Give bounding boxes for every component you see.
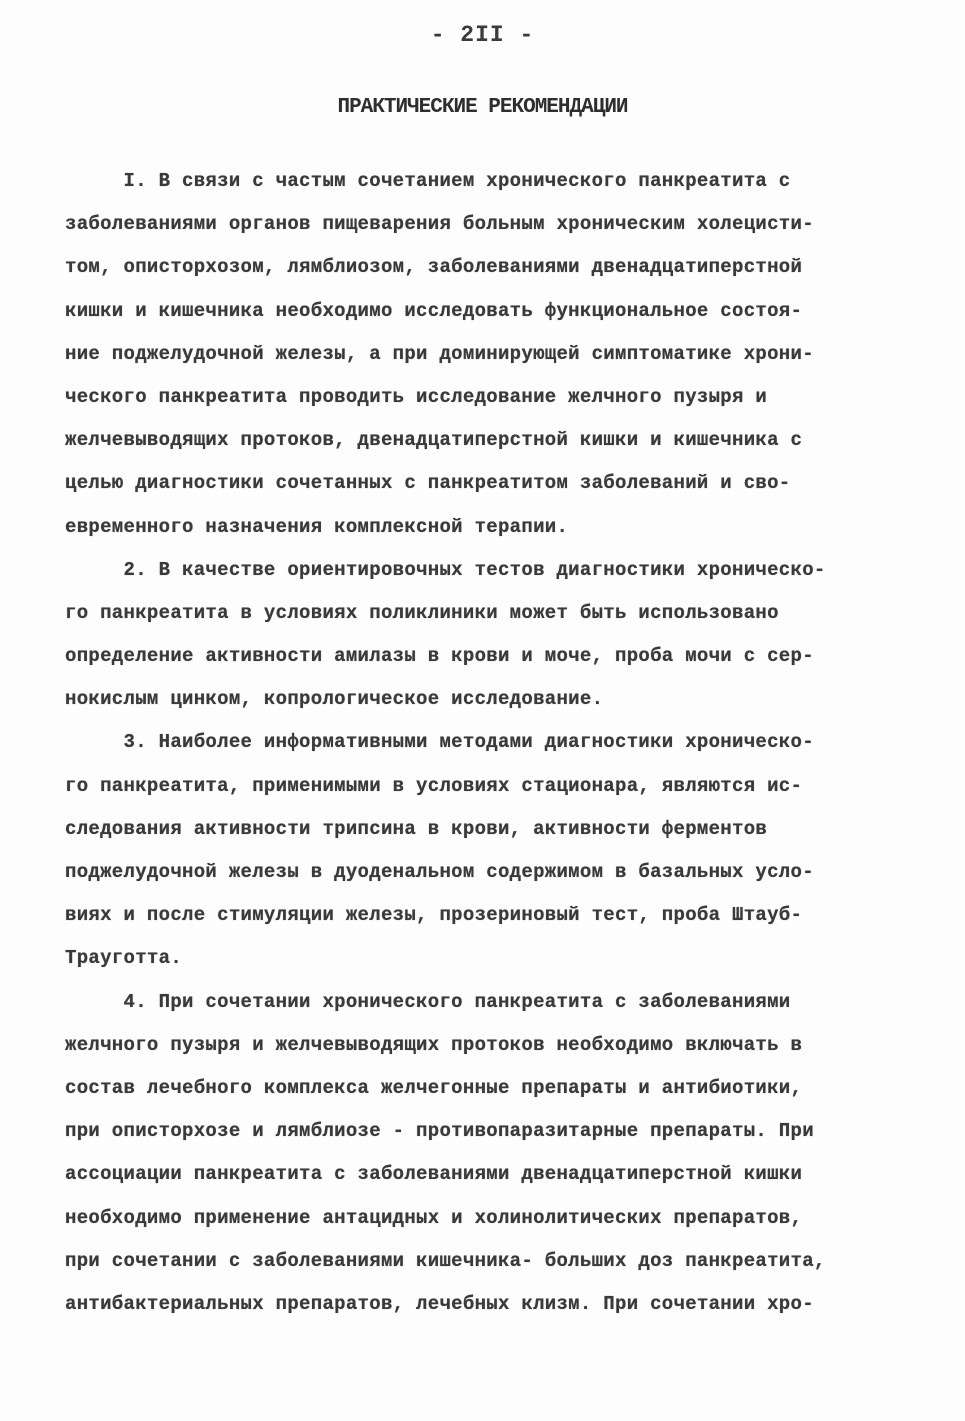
paragraph-2	[65, 549, 895, 722]
paragraph-1	[65, 160, 895, 549]
document-body	[65, 160, 895, 1326]
text-line: 4. При сочетании хронического панкреатита с заболеваниями	[65, 990, 791, 1013]
text-line: кишки и кишечника необходимо исследовать функциональное состоя-	[65, 299, 803, 322]
text-line: ческого панкреатита проводить исследование желчного пузыря и	[65, 385, 768, 408]
text-line: го панкреатита в условиях поликлиники может быть использовано	[65, 601, 779, 624]
text-line: Трауготта.	[65, 947, 183, 970]
text-line: поджелудочной железы в дуоденальном содержимом в базальных усло-	[65, 861, 814, 883]
text-line: ассоциации панкреатита с заболеваниями двенадцатиперстной кишки	[65, 1163, 803, 1186]
text-line: 3. Наиболее информативными методами диагностики хроническо-	[65, 731, 814, 754]
text-line: следования активности трипсина в крови, активности ферментов	[65, 817, 768, 840]
text-line: том, описторхозом, лямблиозом, заболеваниями двенадцатиперстной	[65, 256, 803, 279]
paragraph-3	[65, 721, 895, 980]
text-line: при сочетании с заболеваниями кишечника- больших доз панкреатита,	[65, 1249, 826, 1272]
text-line: определение активности амилазы в крови и моче, проба мочи с сер-	[65, 645, 814, 668]
section-heading: ПРАКТИЧЕСКИЕ РЕКОМЕНДАЦИИ	[337, 96, 628, 119]
text-line: целью диагностики сочетанных с панкреатитом заболеваний и сво-	[65, 472, 791, 495]
text-line: I. В связи с частым сочетанием хронического панкреатита с	[65, 170, 791, 192]
text-line: необходимо применение антацидных и холинолитических препаратов,	[65, 1206, 803, 1229]
text-line: евременного назначения комплексной терапии.	[65, 515, 569, 538]
text-line: виях и после стимуляции железы, прозериновый тест, проба Штауб-	[65, 904, 803, 927]
text-line: при описторхозе и лямблиозе - противопаразитарные препараты. При	[65, 1120, 814, 1143]
paragraph-4	[65, 981, 895, 1327]
text-line: 2. В качестве ориентировочных тестов диагностики хроническо-	[65, 558, 826, 581]
text-line: ние поджелудочной железы, а при доминирующей симптоматике хрони-	[65, 342, 814, 365]
text-line: состав лечебного комплекса желчегонные препараты и антибиотики,	[65, 1076, 803, 1099]
text-line: желчного пузыря и желчевыводящих протоков необходимо включать в	[65, 1033, 803, 1056]
text-line: нокислым цинком, копрологическое исследование.	[65, 688, 604, 711]
text-line: антибактериальных препаратов, лечебных клизм. При сочетании хро-	[65, 1292, 814, 1315]
text-line: заболеваниями органов пищеварения больным хроническим холецисти-	[65, 213, 814, 236]
text-line: го панкреатита, применимыми в условиях стационара, являются ис-	[65, 774, 803, 797]
text-line: желчевыводящих протоков, двенадцатиперстной кишки и кишечника с	[65, 429, 803, 452]
page-number: - 2II -	[430, 22, 535, 48]
